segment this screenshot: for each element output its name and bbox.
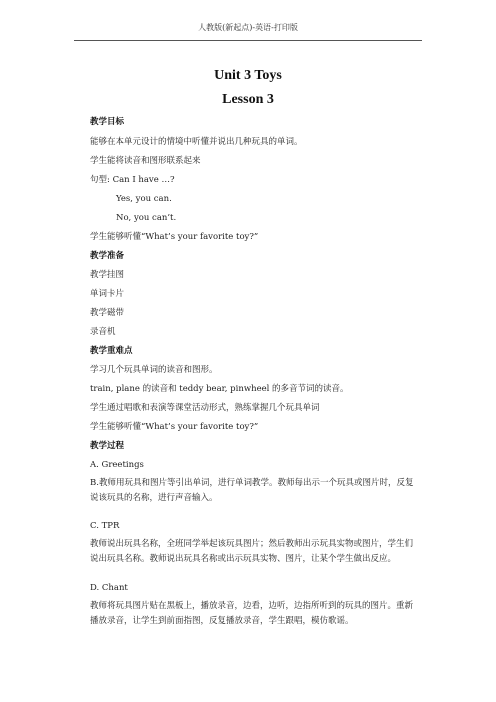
prep-line: 教学挂图 (90, 270, 125, 280)
goals-line: 学生能够听懂“What’s your favorite toy?” (90, 232, 259, 242)
step-d-text: 教师将玩具图片贴在黑板上，播放录音，边看，边听，边指所听到的玩具的图片。重新播放录音，让学生到前面指图，反复播放录音，学生跟唱，模仿歌谣。 (90, 601, 414, 626)
key-line: 学习几个玩具单词的读音和图形。 (90, 365, 218, 375)
prep-heading: 教学准备 (90, 251, 125, 261)
goals-line: 能够在本单元设计的情境中听懂并说出几种玩具的单词。 (90, 137, 303, 147)
step-b-text: B.教师用玩具和图片等引出单词，进行单词教学。教师每出示一个玩具或图片时，反复说该玩具的名称，进行声音输入。 (90, 478, 414, 503)
step-c-title: C. TPR (90, 521, 120, 531)
key-heading: 教学重难点 (90, 346, 133, 356)
goals-line: 句型: Can I have …? (90, 175, 175, 185)
step-a-title: A. Greetings (90, 460, 144, 470)
goals-heading: 教学目标 (90, 117, 125, 127)
unit-title: Unit 3 Toys (214, 68, 282, 83)
goals-line: 学生能将读音和图形联系起来 (90, 156, 201, 166)
key-line: 学生能够听懂“What’s your favorite toy?” (90, 422, 259, 432)
prep-line: 教学磁带 (90, 308, 125, 318)
goals-line: Yes, you can. (116, 194, 172, 204)
prep-line: 单词卡片 (90, 289, 125, 299)
goals-line: No, you can’t. (116, 213, 177, 223)
step-d-title: D. Chant (90, 583, 128, 593)
process-heading: 教学过程 (90, 441, 125, 451)
prep-line: 录音机 (90, 327, 116, 337)
lesson-title: Lesson 3 (222, 92, 274, 107)
key-line: 学生通过唱歌和表演等课堂活动形式，熟练掌握几个玩具单词 (90, 403, 320, 413)
header-divider (74, 40, 422, 41)
step-c-text: 教师说出玩具名称，全班同学举起该玩具图片；然后教师出示玩具实物或图片，学生们说出玩具名称。教师说出玩具名称或出示玩具实物、图片，让某个学生做出反应。 (90, 539, 414, 564)
key-line: train, plane 的读音和 teddy bear, pinwheel 的多音节词的读音。 (90, 384, 349, 394)
page-header: 人教版(新起点)-英语-打印版 (198, 23, 298, 32)
